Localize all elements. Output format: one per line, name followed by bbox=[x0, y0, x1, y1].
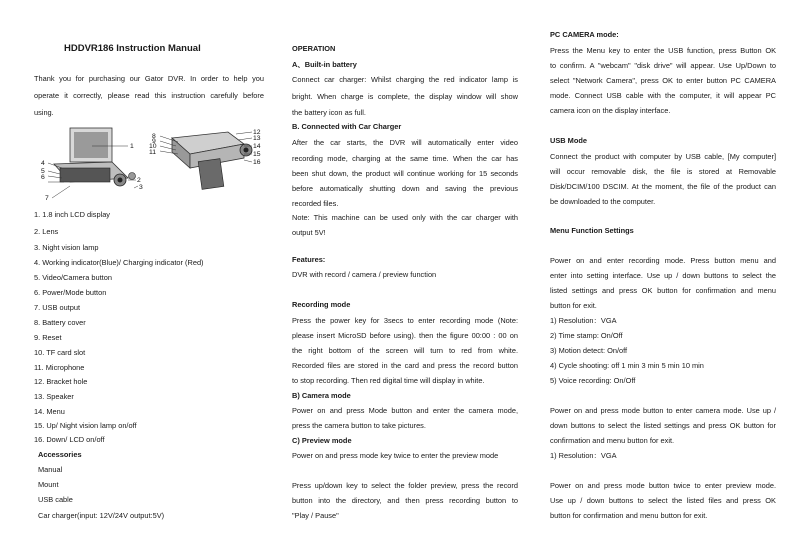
accessory-item: Car charger(input: 12V/24V output:5V) bbox=[38, 511, 165, 520]
menu-text: button for exit. bbox=[550, 301, 597, 310]
part-item: 7. USB output bbox=[34, 303, 81, 312]
intro-line: operate it correctly, please read this instruction carefully before bbox=[34, 91, 264, 100]
preview-settings-text: Use up / down buttons to select the listed files and press OK bbox=[550, 496, 776, 505]
preview-settings-text: button for confirmation and menu button for exit. bbox=[550, 511, 708, 520]
callout-label: 15 bbox=[253, 151, 261, 158]
menu-text: Power on and enter recording mode. Press button menu and bbox=[550, 256, 776, 265]
pc-camera-text: select "Network Camera", press OK to enter button PC CAMERA bbox=[550, 76, 776, 85]
accessory-item: Manual bbox=[38, 465, 63, 474]
dvr-front-view bbox=[48, 128, 138, 198]
pc-camera-text: Press the Menu key to enter the USB function, press Button OK bbox=[550, 46, 776, 55]
camera-settings-text: Power on and press mode button to enter camera mode. Use up / bbox=[550, 406, 776, 415]
part-item: 5. Video/Camera button bbox=[34, 273, 112, 282]
camera-text: press the camera button to take pictures. bbox=[292, 421, 426, 430]
setting-item: 4) Cycle shooting: off 1 min 3 min 5 min 10 min bbox=[550, 361, 704, 370]
manual-title: HDDVR186 Instruction Manual bbox=[64, 43, 201, 54]
recording-text: Press the power key for 3secs to enter recording mode (Note: bbox=[292, 316, 518, 325]
preview-text: button into the directory, and then press recording button to bbox=[292, 496, 518, 505]
recording-text: please insert MicroSD before using). then the figure 00:00 : 00 on bbox=[292, 331, 518, 340]
camera-settings-text: down buttons to select the listed settings and press OK button for bbox=[550, 421, 776, 430]
pc-camera-text: to confirm. A "webcam" "disk drive" will appear. Use Up/Down to bbox=[550, 61, 776, 70]
usb-text: will occur removable disk, the file is stored at Removable bbox=[550, 167, 776, 176]
callout-label: 14 bbox=[253, 143, 261, 150]
dvr-rear-view bbox=[160, 132, 252, 189]
callout-label: 6 bbox=[41, 174, 45, 181]
part-item: 16. Down/ LCD on/off bbox=[34, 435, 105, 444]
part-item: 15. Up/ Night vision lamp on/off bbox=[34, 421, 137, 430]
part-item: 8. Battery cover bbox=[34, 318, 86, 327]
callout-label: 12 bbox=[253, 129, 261, 136]
camera-heading: B) Camera mode bbox=[292, 391, 351, 400]
callout-label: 7 bbox=[45, 195, 49, 202]
menu-text: listed settings and press OK button for confirmation and menu bbox=[550, 286, 776, 295]
setting-item: 1) Resolution：VGA bbox=[550, 451, 617, 460]
recording-text: Recorded files are stored in the card and press the record button bbox=[292, 361, 518, 370]
part-item: 12. Bracket hole bbox=[34, 377, 88, 386]
charger-text: output 5V! bbox=[292, 228, 326, 237]
dvr-illustration bbox=[40, 124, 270, 202]
part-item: 2. Lens bbox=[34, 227, 59, 236]
battery-text: bright. When charge is complete, the display window will show bbox=[292, 92, 518, 101]
callout-label: 9 bbox=[152, 138, 156, 145]
usb-text: Connect the product with computer by USB cable, [My computer] bbox=[550, 152, 776, 161]
recording-heading: Recording mode bbox=[292, 300, 351, 309]
charger-text: Note: This machine can be used only with the car charger with bbox=[292, 213, 518, 222]
camera-text: Power on and press Mode button and enter the camera mode, bbox=[292, 406, 518, 415]
camera-settings-text: confirmation and menu button for exit. bbox=[550, 436, 675, 445]
part-item: 1. 1.8 inch LCD display bbox=[34, 210, 110, 219]
product-diagram bbox=[40, 124, 270, 202]
preview-text: Power on and press mode key twice to enter the preview mode bbox=[292, 451, 499, 460]
charger-text: recorded files. bbox=[292, 199, 339, 208]
recording-text: the right bottom of the screen will turn to red from white. bbox=[292, 346, 518, 355]
features-heading: Features: bbox=[292, 255, 326, 264]
features-text: DVR with record / camera / preview function bbox=[292, 270, 437, 279]
battery-text: Connect car charger: Whilst charging the red indicator lamp is bbox=[292, 75, 518, 84]
setting-item: 2) Time stamp: On/Off bbox=[550, 331, 623, 340]
charger-heading: B. Connected with Car Charger bbox=[292, 122, 402, 131]
pc-camera-heading: PC CAMERA mode: bbox=[550, 30, 619, 39]
intro-line: using. bbox=[34, 108, 54, 117]
part-item: 4. Working indicator(Blue)/ Charging indicator (Red) bbox=[34, 258, 204, 267]
intro-line: Thank you for purchasing our Gator DVR. In order to help you bbox=[34, 74, 264, 83]
operation-heading: OPERATION bbox=[292, 44, 336, 53]
preview-text: "Play / Pause" bbox=[292, 511, 339, 520]
part-item: 3. Night vision lamp bbox=[34, 243, 99, 252]
setting-item: 1) Resolution：VGA bbox=[550, 316, 617, 325]
menu-text: enter into setting interface. Use up / down buttons to select the bbox=[550, 271, 776, 280]
callout-label: 8 bbox=[152, 133, 156, 140]
part-item: 13. Speaker bbox=[34, 392, 74, 401]
charger-text: After the car starts, the DVR will automatically enter video bbox=[292, 138, 518, 147]
part-item: 11. Microphone bbox=[34, 363, 85, 372]
preview-settings-text: Power on and press mode button twice to enter preview mode. bbox=[550, 481, 776, 490]
callout-label: 3 bbox=[139, 184, 143, 191]
pc-camera-text: mode. Connect USB cable with the computer, it will appear PC bbox=[550, 91, 776, 100]
callout-label: 2 bbox=[137, 177, 141, 184]
usb-text: be downloaded to the computer. bbox=[550, 197, 656, 206]
callout-label: 10 bbox=[149, 143, 157, 150]
pc-camera-text: camera icon on the display interface. bbox=[550, 106, 671, 115]
callout-label: 16 bbox=[253, 159, 261, 166]
preview-text: Press up/down key to select the folder preview, press the record bbox=[292, 481, 518, 490]
menu-heading: Menu Function Settings bbox=[550, 226, 634, 235]
recording-text: to stop recording. Then red digital time will display in white. bbox=[292, 376, 485, 385]
setting-item: 5) Voice recording: On/Off bbox=[550, 376, 636, 385]
charger-text: recording mode, charging at the same time. When the car has bbox=[292, 154, 518, 163]
battery-heading: A、Built-in battery bbox=[292, 60, 357, 69]
accessory-item: USB cable bbox=[38, 495, 73, 504]
part-item: 14. Menu bbox=[34, 407, 65, 416]
charger-text: before automatically shutting down and saving the previous bbox=[292, 184, 518, 193]
callout-label: 4 bbox=[41, 160, 45, 167]
callout-label: 13 bbox=[253, 135, 261, 142]
callout-label: 11 bbox=[149, 149, 157, 156]
charger-text: been shut down, the product will continue working for 15 seconds bbox=[292, 169, 518, 178]
callout-label: 1 bbox=[130, 143, 134, 150]
accessories-heading: Accessories bbox=[38, 450, 82, 459]
part-item: 6. Power/Mode button bbox=[34, 288, 107, 297]
battery-text: the battery icon as full. bbox=[292, 108, 366, 117]
part-item: 10. TF card slot bbox=[34, 348, 86, 357]
callout-label: 5 bbox=[41, 168, 45, 175]
usb-text: Disk/DCIM/100 DSCIM. At the moment, the file of the product can bbox=[550, 182, 776, 191]
part-item: 9. Reset bbox=[34, 333, 62, 342]
preview-heading: C) Preview mode bbox=[292, 436, 352, 445]
accessory-item: Mount bbox=[38, 480, 59, 489]
usb-heading: USB Mode bbox=[550, 136, 587, 145]
setting-item: 3) Motion detect: On/off bbox=[550, 346, 628, 355]
